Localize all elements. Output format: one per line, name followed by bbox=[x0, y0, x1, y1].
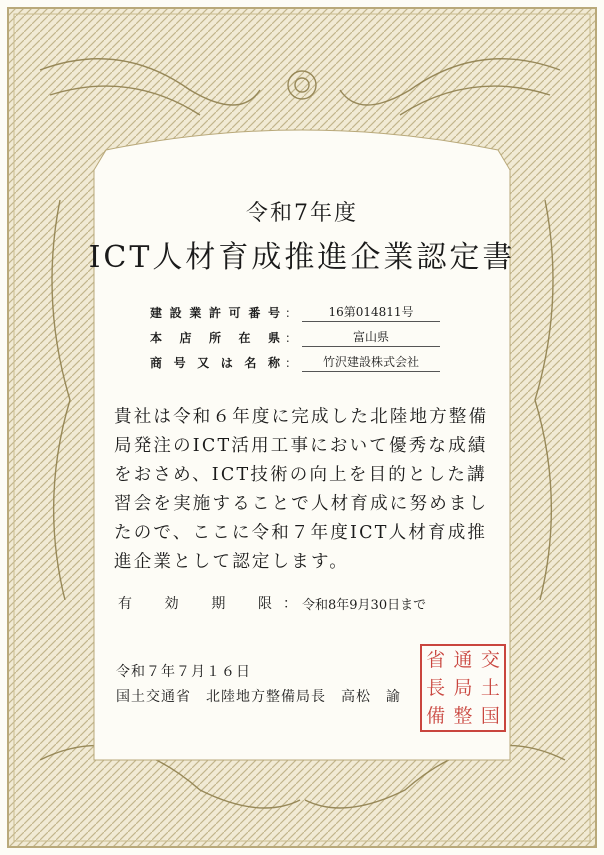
seal-char: 省 bbox=[426, 649, 446, 671]
info-label: 建設業許可番号 bbox=[150, 306, 280, 320]
validity-colon: ： bbox=[283, 596, 297, 612]
validity-label: 有効期限 bbox=[118, 596, 278, 612]
certificate-body bbox=[114, 403, 504, 577]
seal-char: 備 bbox=[426, 705, 446, 727]
certificate-title: ICT人材育成推進企業認定書 bbox=[88, 240, 516, 275]
info-table bbox=[150, 300, 440, 375]
seal-char: 交 bbox=[480, 649, 500, 671]
info-colon: ： bbox=[284, 331, 297, 345]
info-label: 本店所在県 bbox=[150, 331, 280, 345]
info-row-prefecture bbox=[150, 325, 440, 350]
seal-char: 通 bbox=[453, 649, 473, 671]
seal-char: 局 bbox=[453, 677, 473, 699]
issuer: 国土交通省 北陸地方整備局長 高松 諭 bbox=[116, 689, 401, 705]
info-row-license bbox=[150, 300, 440, 325]
seal-char: 国 bbox=[480, 705, 500, 727]
body-line: 貴社は令和６年度に完成した北陸地方整備 bbox=[114, 407, 489, 427]
info-value: 富山県 bbox=[302, 328, 440, 347]
validity-value: 令和8年9月30日まで bbox=[302, 597, 427, 613]
info-colon: ： bbox=[284, 306, 297, 320]
year-title: 令和7年度 bbox=[246, 201, 358, 226]
body-line: をおさめ、ICT技術の向上を目的とした講 bbox=[114, 465, 487, 485]
issue-date: 令和７年７月１６日 bbox=[116, 664, 251, 680]
body-line: 習会を実施することで人材育成に努めまし bbox=[114, 494, 489, 514]
info-value: 竹沢建設株式会社 bbox=[302, 353, 440, 372]
info-value: 16第014811号 bbox=[302, 303, 440, 322]
official-seal bbox=[420, 644, 506, 732]
seal-char: 土 bbox=[480, 677, 500, 699]
validity-row bbox=[118, 593, 426, 613]
seal-char: 整 bbox=[453, 705, 473, 727]
info-label: 商号又は名称 bbox=[150, 356, 280, 370]
seal-char: 長 bbox=[426, 677, 446, 699]
body-line: 局発注のICT活用工事において優秀な成績 bbox=[114, 436, 488, 456]
body-line: たので、ここに令和７年度ICT人材育成推 bbox=[114, 523, 488, 543]
body-line: 進企業として認定します。 bbox=[114, 552, 349, 572]
info-colon: ： bbox=[284, 356, 297, 370]
info-row-company bbox=[150, 350, 440, 375]
